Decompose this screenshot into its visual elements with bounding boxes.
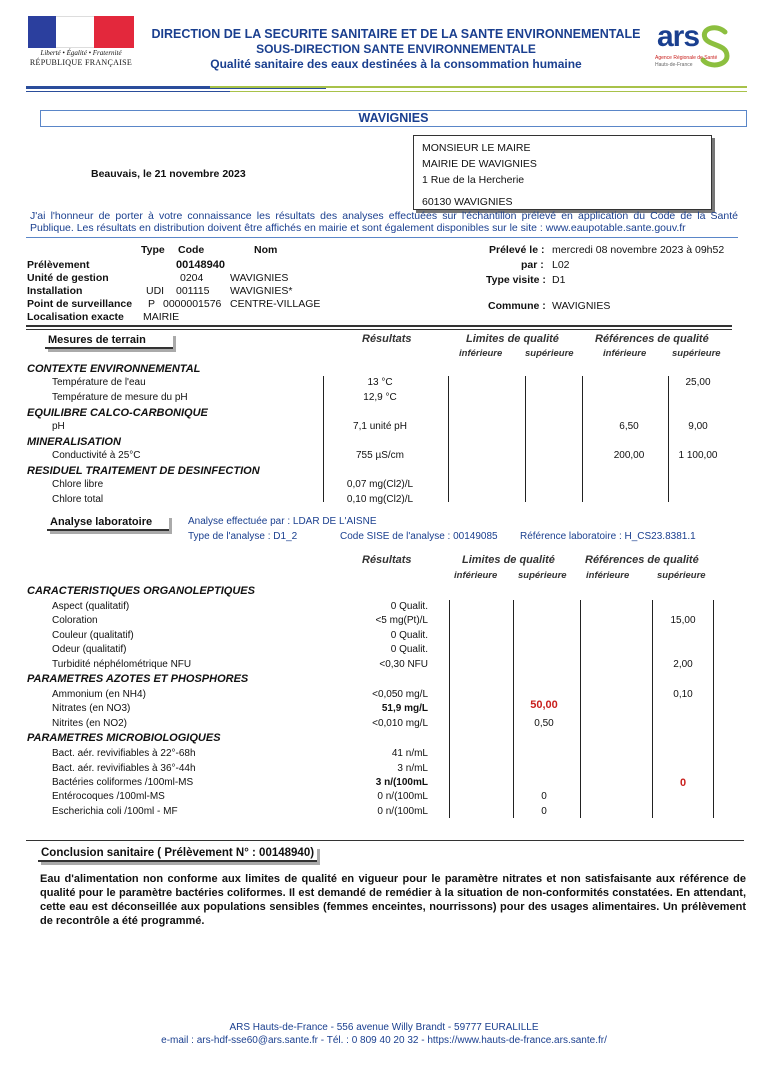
category-heading: MINERALISATION [27,436,121,448]
point-surveillance-code: 0000001576 [163,298,222,310]
parameter-result: 3 n/(100mL [375,777,428,788]
conclusion-text: Eau d'alimentation non conforme aux limites de qualité en vigueur pour le paramètre nitrates et non satisfaisante aux référence de qualité pour le paramètre bactéries coliformes. Il est demandé de remédier à la situation de non-conformités constatées. En attendant, cette eau est déconseillée aux populations sensibles (femmes enceintes, nourrissons) pour des usages alimentaires. Un prélèvement de recontrôle a été programmé. [40,873,746,927]
ars-logo: ars Agence Régionale de Santé Hauts-de-France [655,22,745,72]
parameter-label: Odeur (qualitatif) [52,644,127,656]
column-separator [323,376,324,502]
parameter-label: Nitrites (en NO2) [52,717,128,729]
labo-results-head: Résultats [362,554,412,566]
labo-ref-inf-head: inférieure [586,570,630,581]
parameter-result: 0 Qualit. [390,629,428,641]
conclusion-title: Conclusion sanitaire ( Prélèvement N° : 00148940) [38,846,317,862]
labo-refs-head: Références de qualité [585,554,699,566]
header-title-line1: DIRECTION DE LA SECURITE SANITAIRE ET DE LA SANTE ENVIRONNEMENTALE [151,27,641,41]
parameter-result: 7,1 unité pH [353,421,407,432]
parameter-label: Ammonium (en NH4) [52,689,146,700]
threshold-ref-sup: 2,00 [673,658,693,670]
parameter-result: 0,10 mg(Cl2)/L [346,494,414,505]
preleve-le-value: mercredi 08 novembre 2023 à 09h52 [552,244,725,256]
parameter-result: <0,30 NFU [379,658,428,670]
labo-ref-sup-head: supérieure [657,570,706,581]
threshold-lim-sup: 0 [541,791,547,803]
parameter-result: <0,050 mg/L [372,689,428,700]
parameter-label: Turbidité néphélométrique NFU [52,658,192,670]
parameter-label: Température de mesure du pH [52,392,188,403]
labo-section-title: Analyse laboratoire [47,515,169,531]
parameter-result: 51,9 mg/L [381,703,428,715]
category-heading: CARACTERISTIQUES ORGANOLEPTIQUES [27,585,255,597]
parameter-label: Escherichia coli /100ml - MF [52,805,178,817]
republique-motto: Liberté • Égalité • Fraternité [40,49,122,57]
section-rule-top [26,325,732,327]
category-heading: EQUILIBRE CALCO-CARBONIQUE [27,407,208,419]
terrain-lim-inf-head: inférieure [459,348,503,359]
column-separator [713,600,714,818]
threshold-ref-sup: 0 [679,777,687,789]
parameter-result: 3 n/mL [397,762,428,774]
header-title-line3: Qualité sanitaire des eaux destinées à la consommation humaine [210,57,582,71]
labo-limits-head: Limites de qualité [462,554,555,566]
parameter-label: Entérocoques /100ml-MS [52,791,165,803]
terrain-refs-head: Références de qualité [595,333,709,345]
installation-label: Installation [27,285,83,297]
type-visite-value: D1 [552,274,566,286]
parameter-label: pH [52,421,65,432]
terrain-ref-inf-head: inférieure [603,348,647,359]
column-separator [449,600,450,818]
unite-gestion-code: 0204 [180,272,204,284]
parameter-result: 0 Qualit. [390,644,428,656]
address-box [413,135,712,210]
parameter-label: Chlore libre [52,479,104,490]
category-heading: PARAMETRES AZOTES ET PHOSPHORES [27,673,249,685]
labo-effectuee: Analyse effectuée par : LDAR DE L'AISNE [188,516,377,527]
parameter-result: 755 µS/cm [355,450,404,461]
parameter-label: Coloration [52,615,98,627]
parameter-label: Bact. aér. revivifiables à 36°-44h [52,762,196,774]
parameter-label: Conductivité à 25°C [52,450,141,461]
threshold-lim-sup: 0,50 [534,717,554,729]
category-heading: RESIDUEL TRAITEMENT DE DESINFECTION [27,465,260,477]
threshold-ref-sup: 9,00 [688,421,708,432]
parameter-result: 41 n/mL [391,748,428,760]
localisation-label: Localisation exacte [27,311,124,323]
installation-code: 001115 [176,285,210,297]
ars-s-icon [695,24,735,68]
parameter-result: 13 °C [367,377,393,388]
threshold-lim-sup: 50,00 [530,699,558,712]
footer-address: ARS Hauts-de-France - 556 avenue Willy Brandt - 59777 EURALILLE [229,1022,539,1033]
terrain-lim-sup-head: supérieure [525,348,574,359]
terrain-section-title: Mesures de terrain [45,333,173,349]
parameter-label: Température de l'eau [52,377,146,388]
footer-contact: e-mail : ars-hdf-sse60@ars.sante.fr - Tél. : 0 809 40 20 32 - https://www.hauts-de-france.ars.sante.fr/ [161,1035,607,1046]
republique-label: RÉPUBLIQUE FRANÇAISE [29,58,133,67]
col-type-label: Type [141,244,165,256]
labo-lim-sup-head: supérieure [518,570,567,581]
column-separator [525,376,526,502]
column-separator [582,376,583,502]
unite-gestion-label: Unité de gestion [27,272,109,284]
parameter-label: Chlore total [52,494,104,505]
point-surveillance-label: Point de surveillance [27,298,133,310]
prelevement-code: 00148940 [176,259,225,271]
localisation-value: MAIRIE [143,311,180,323]
threshold-ref-sup: 15,00 [670,615,696,627]
threshold-lim-sup: 0 [541,805,547,817]
installation-type: UDI [146,285,165,297]
terrain-results-head: Résultats [362,333,412,345]
commune-title: WAVIGNIES [40,110,747,127]
parameter-result: 0 n/(100mL [377,791,428,803]
point-surveillance-nom: CENTRE-VILLAGE [230,298,321,310]
terrain-limits-head: Limites de qualité [466,333,559,345]
threshold-ref-sup: 25,00 [685,377,711,388]
installation-nom: WAVIGNIES* [230,285,293,297]
column-separator [580,600,581,818]
type-visite-label: Type visite : [486,274,546,286]
preleve-le-label: Prélevé le : [489,244,545,256]
terrain-ref-sup-head: supérieure [672,348,721,359]
labo-lim-inf-head: inférieure [454,570,498,581]
threshold-ref-inf: 200,00 [613,450,645,461]
parameter-result: 12,9 °C [363,392,397,403]
parameter-label: Nitrates (en NO3) [52,703,131,715]
point-surveillance-type: P [148,298,156,310]
section-rule-top-thin [26,329,732,330]
col-nom-label: Nom [254,244,278,256]
address-line3: 1 Rue de la Hercherie [422,174,525,186]
par-value: L02 [552,259,570,271]
parameter-result: <5 mg(Pt)/L [375,615,428,627]
labo-type-analyse: Type de l'analyse : D1_2 [188,531,298,542]
par-label: par : [521,259,544,271]
commune-value: WAVIGNIES [552,300,611,312]
column-separator [668,376,669,502]
threshold-ref-sup: 0,10 [673,689,693,700]
address-line2: MAIRIE DE WAVIGNIES [422,158,537,170]
header-rule-green-thin [230,91,747,92]
parameter-label: Couleur (qualitatif) [52,629,134,641]
prelevement-label: Prélèvement [27,259,90,271]
header-title-line2: SOUS-DIRECTION SANTE ENVIRONNEMENTALE [256,42,536,56]
category-heading: PARAMETRES MICROBIOLOGIQUES [27,732,221,745]
parameter-result: 0,07 mg(Cl2)/L [346,479,414,490]
address-line4: 60130 WAVIGNIES [422,196,513,208]
conclusion-rule [26,840,744,841]
parameter-result: <0,010 mg/L [372,717,428,729]
commune-label: Commune : [488,300,546,312]
parameter-result: 0 Qualit. [390,601,428,612]
category-heading: CONTEXTE ENVIRONNEMENTAL [27,363,201,375]
address-line1: MONSIEUR LE MAIRE [422,142,531,154]
parameter-label: Bact. aér. revivifiables à 22°-68h [52,748,196,760]
threshold-ref-inf: 6,50 [619,421,639,432]
column-separator [448,376,449,502]
parameter-label: Bactéries coliformes /100ml-MS [52,777,194,788]
column-separator [513,600,514,818]
unite-gestion-nom: WAVIGNIES [230,272,289,284]
header-rule-green [210,86,747,88]
labo-code-sise: Code SISE de l'analyse : 00149085 [340,531,498,542]
intro-text: J'ai l'honneur de porter à votre connaissance les résultats des analyses effectuées sur l'échantillon prélevé en application du Code de la Santé Publique. Les résultats en distribution doivent être affichés en mairie et sont également disponibles sur le site : www.eaupotable.sante.gouv.fr [30,210,738,234]
parameter-label: Aspect (qualitatif) [52,601,130,612]
parameter-result: 0 n/(100mL [377,805,428,817]
col-code-label: Code [178,244,205,256]
column-separator [652,600,653,818]
intro-rule [26,237,738,238]
place-date: Beauvais, le 21 novembre 2023 [91,168,246,180]
threshold-ref-sup: 1 100,00 [678,450,718,461]
labo-ref-labo: Référence laboratoire : H_CS23.8381.1 [520,531,696,542]
republique-flag-logo [28,16,134,48]
